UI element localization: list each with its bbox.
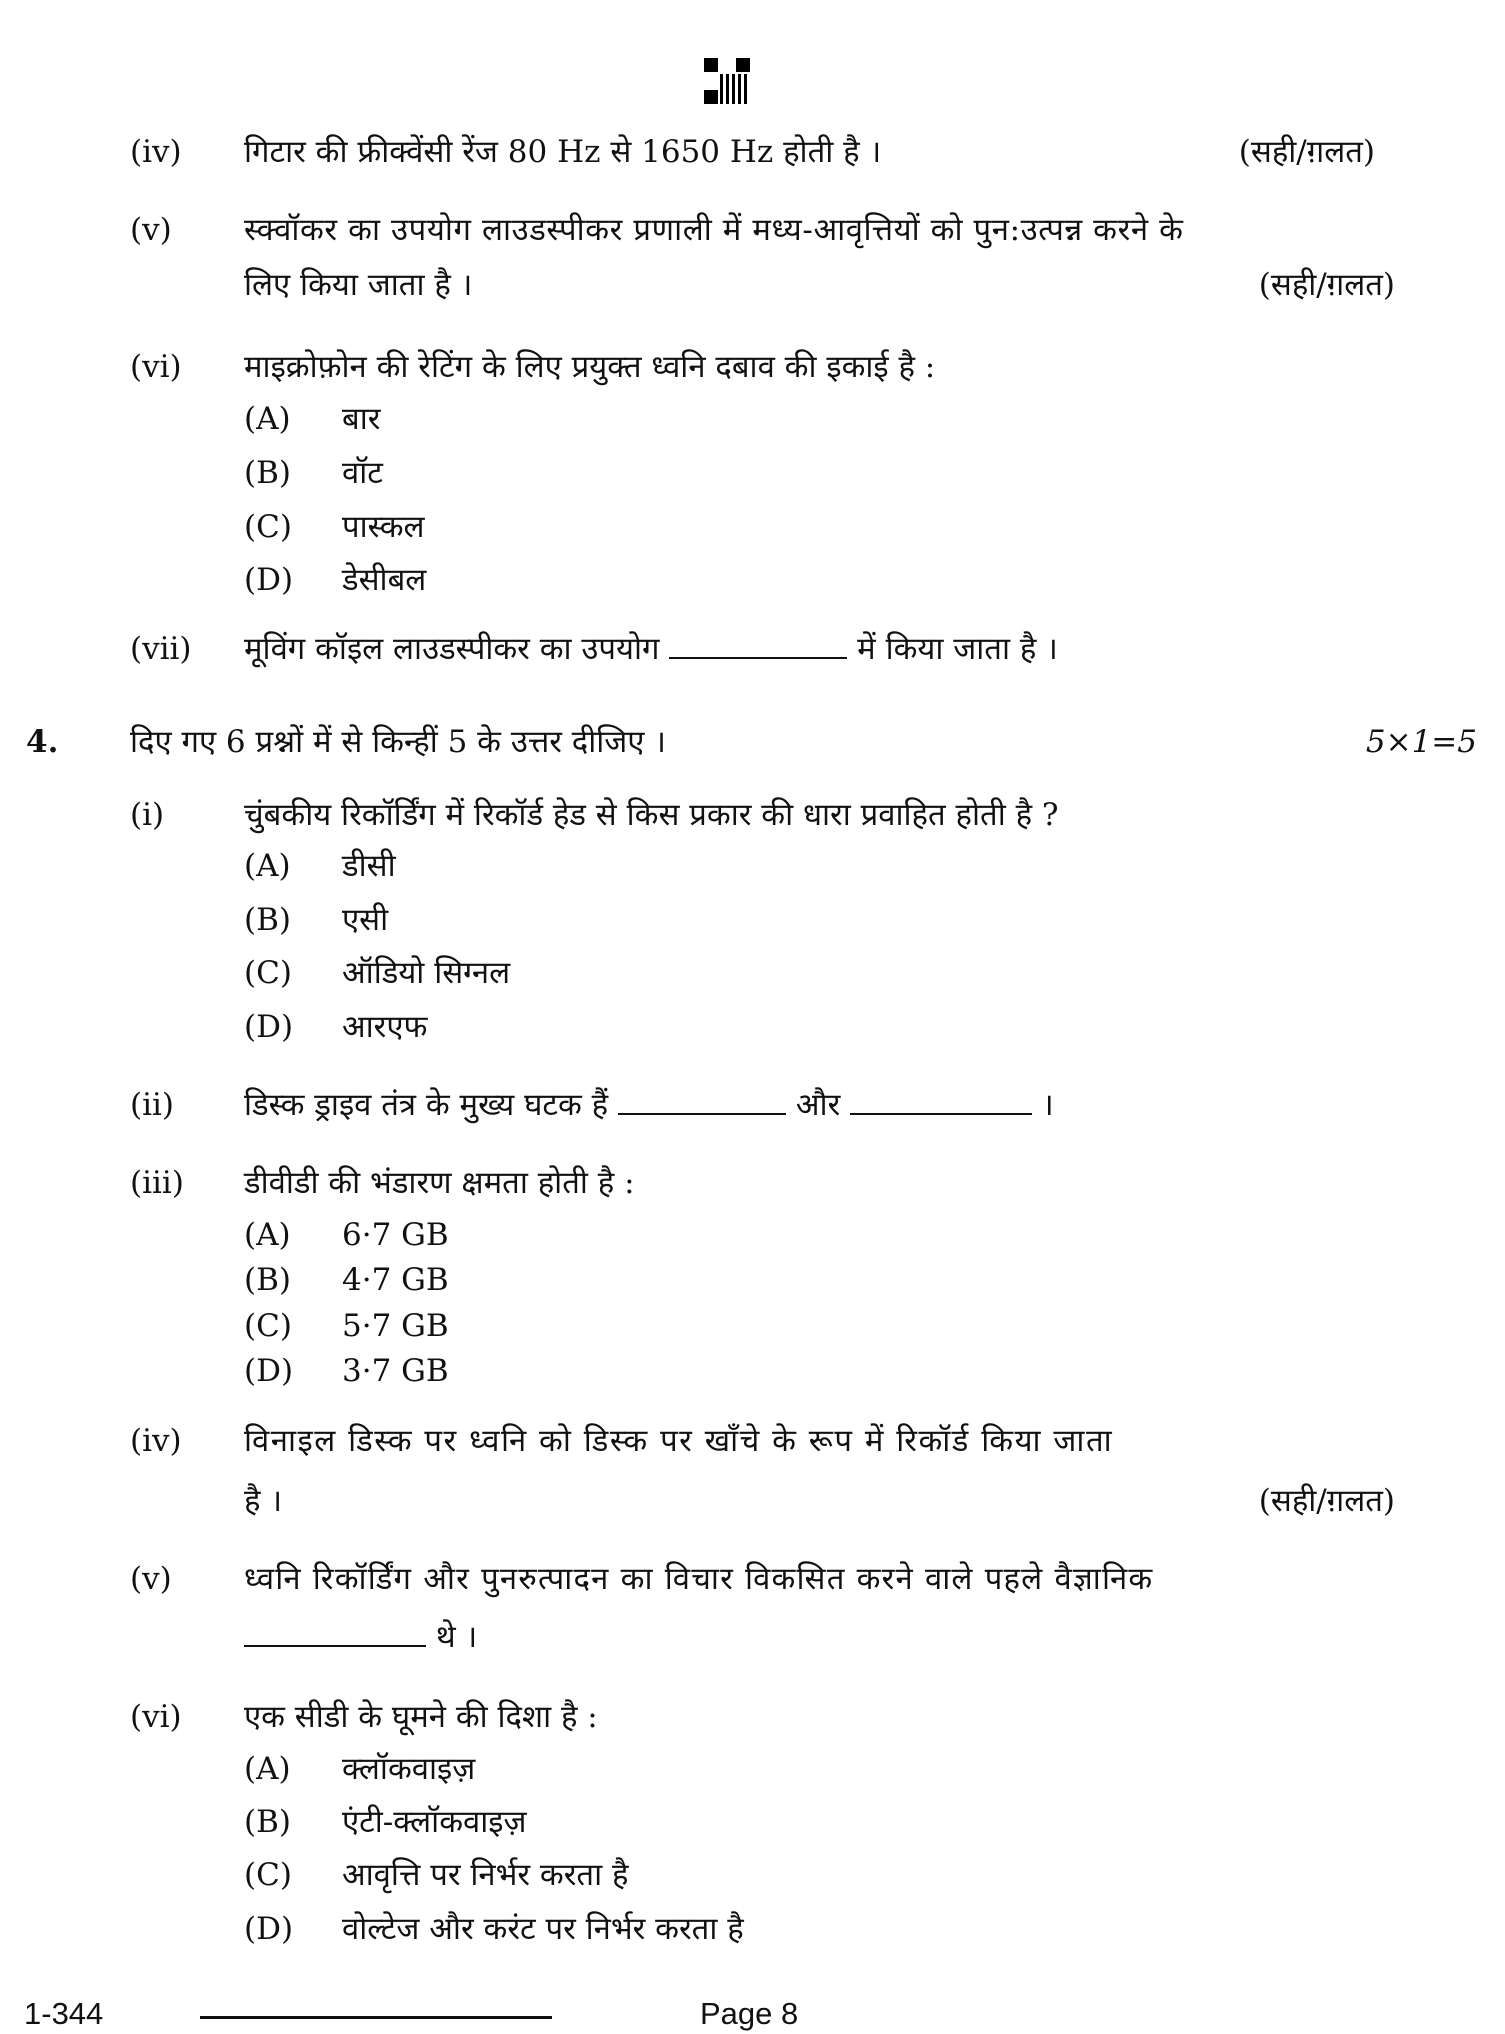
option-label: (D): [244, 1353, 294, 1389]
q4-iii-text: डीवीडी की भंडारण क्षमता होती है :: [244, 1165, 635, 1201]
option-label: (C): [244, 1308, 292, 1344]
q4-iii-number: (iii): [130, 1165, 184, 1201]
qr-code-icon: [704, 58, 750, 104]
option-text: ऑडियो सिग्नल: [342, 955, 511, 991]
q3-v-text-line1: स्क्वॉकर का उपयोग लाउडस्पीकर प्रणाली में मध्य-आवृत्तियों को पुन:उत्पन्न करने के: [244, 212, 1184, 248]
q4-ii-text: [244, 1085, 1054, 1125]
footer-divider: [200, 2016, 552, 2019]
option-text: एसी: [342, 902, 389, 938]
option-text: डीसी: [342, 848, 396, 884]
q4-i-number: (i): [130, 797, 165, 833]
q4-marks: 5×1=5: [1365, 724, 1477, 760]
option-text: वॉट: [342, 455, 383, 491]
fill-blank: [850, 1109, 1032, 1115]
option-text: क्लॉकवाइज़: [342, 1751, 476, 1787]
option-text: एंटी-क्लॉकवाइज़: [342, 1804, 527, 1840]
q3-vii-number: (vii): [130, 631, 192, 667]
option-text: आरएफ: [342, 1009, 428, 1045]
fill-blank: [244, 1641, 426, 1647]
q4-iv-number: (iv): [130, 1423, 182, 1459]
option-text: डेसीबल: [342, 562, 427, 598]
option-label: (B): [244, 902, 291, 938]
q4-ii-post: ।: [1041, 1087, 1054, 1123]
q3-vii-text: [244, 629, 1058, 669]
q3-vi-number: (vi): [130, 349, 182, 385]
option-label: (C): [244, 1857, 292, 1893]
q4-v-number: (v): [130, 1561, 172, 1597]
option-label: (A): [244, 1751, 291, 1787]
q4-ii-pre: डिस्क ड्राइव तंत्र के मुख्य घटक हैं: [244, 1087, 609, 1123]
q3-iv-text: गिटार की फ्रीक्वेंसी रेंज 80 Hz से 1650 Hz होती है ।: [244, 134, 882, 170]
option-label: (C): [244, 955, 292, 991]
q4-instruction: दिए गए 6 प्रश्नों में से किन्हीं 5 के उत्तर दीजिए ।: [130, 724, 667, 760]
option-text: आवृत्ति पर निर्भर करता है: [342, 1857, 629, 1893]
fill-blank: [669, 653, 847, 659]
q4-iv-true-false: (सही/ग़लत): [1258, 1483, 1395, 1519]
q3-vii-post: में किया जाता है ।: [857, 631, 1058, 667]
q4-vi-text: एक सीडी के घूमने की दिशा है :: [244, 1699, 598, 1735]
option-text: 6·7 GB: [342, 1217, 449, 1253]
fill-blank: [618, 1109, 786, 1115]
option-text: वोल्टेज और करंट पर निर्भर करता है: [342, 1911, 744, 1947]
q4-v-text-line2: [244, 1617, 477, 1657]
q4-i-text: चुंबकीय रिकॉर्डिंग में रिकॉर्ड हेड से किस प्रकार की धारा प्रवाहित होती है ?: [244, 797, 1059, 833]
q3-iv-true-false: (सही/ग़लत): [1238, 134, 1375, 170]
option-text: बार: [342, 401, 381, 437]
option-label: (A): [244, 1217, 291, 1253]
q4-number: 4.: [26, 724, 59, 760]
option-label: (D): [244, 1009, 294, 1045]
option-label: (D): [244, 562, 294, 598]
option-label: (D): [244, 1911, 294, 1947]
option-text: पास्कल: [342, 509, 425, 545]
option-text: 4·7 GB: [342, 1262, 449, 1298]
q4-iv-text-line1: विनाइल डिस्क पर ध्वनि को डिस्क पर खाँचे के रूप में रिकॉर्ड किया जाता: [244, 1423, 1114, 1459]
q4-ii-number: (ii): [130, 1087, 175, 1123]
q4-v-text-line1: ध्वनि रिकॉर्डिंग और पुनरुत्पादन का विचार विकसित करने वाले पहले वैज्ञानिक: [244, 1561, 1154, 1597]
q4-v-post: थे ।: [435, 1619, 478, 1655]
option-text: 5·7 GB: [342, 1308, 449, 1344]
q3-vi-text: माइक्रोफ़ोन की रेटिंग के लिए प्रयुक्त ध्वनि दबाव की इकाई है :: [244, 349, 936, 385]
option-label: (A): [244, 401, 291, 437]
q3-vii-pre: मूविंग कॉइल लाउडस्पीकर का उपयोग: [244, 631, 660, 667]
q3-v-text-line2: लिए किया जाता है ।: [244, 267, 473, 303]
q3-v-true-false: (सही/ग़लत): [1258, 267, 1395, 303]
q4-vi-number: (vi): [130, 1699, 182, 1735]
option-label: (B): [244, 455, 291, 491]
footer-page-number: Page 8: [700, 1996, 799, 2031]
option-label: (B): [244, 1262, 291, 1298]
footer-paper-code: 1-344: [24, 1996, 104, 2031]
q4-ii-mid: और: [795, 1087, 841, 1123]
q3-v-number: (v): [130, 212, 172, 248]
option-label: (B): [244, 1804, 291, 1840]
option-text: 3·7 GB: [342, 1353, 449, 1389]
q3-iv-number: (iv): [130, 134, 182, 170]
q4-iv-text-line2: है ।: [244, 1483, 283, 1519]
option-label: (C): [244, 509, 292, 545]
option-label: (A): [244, 848, 291, 884]
